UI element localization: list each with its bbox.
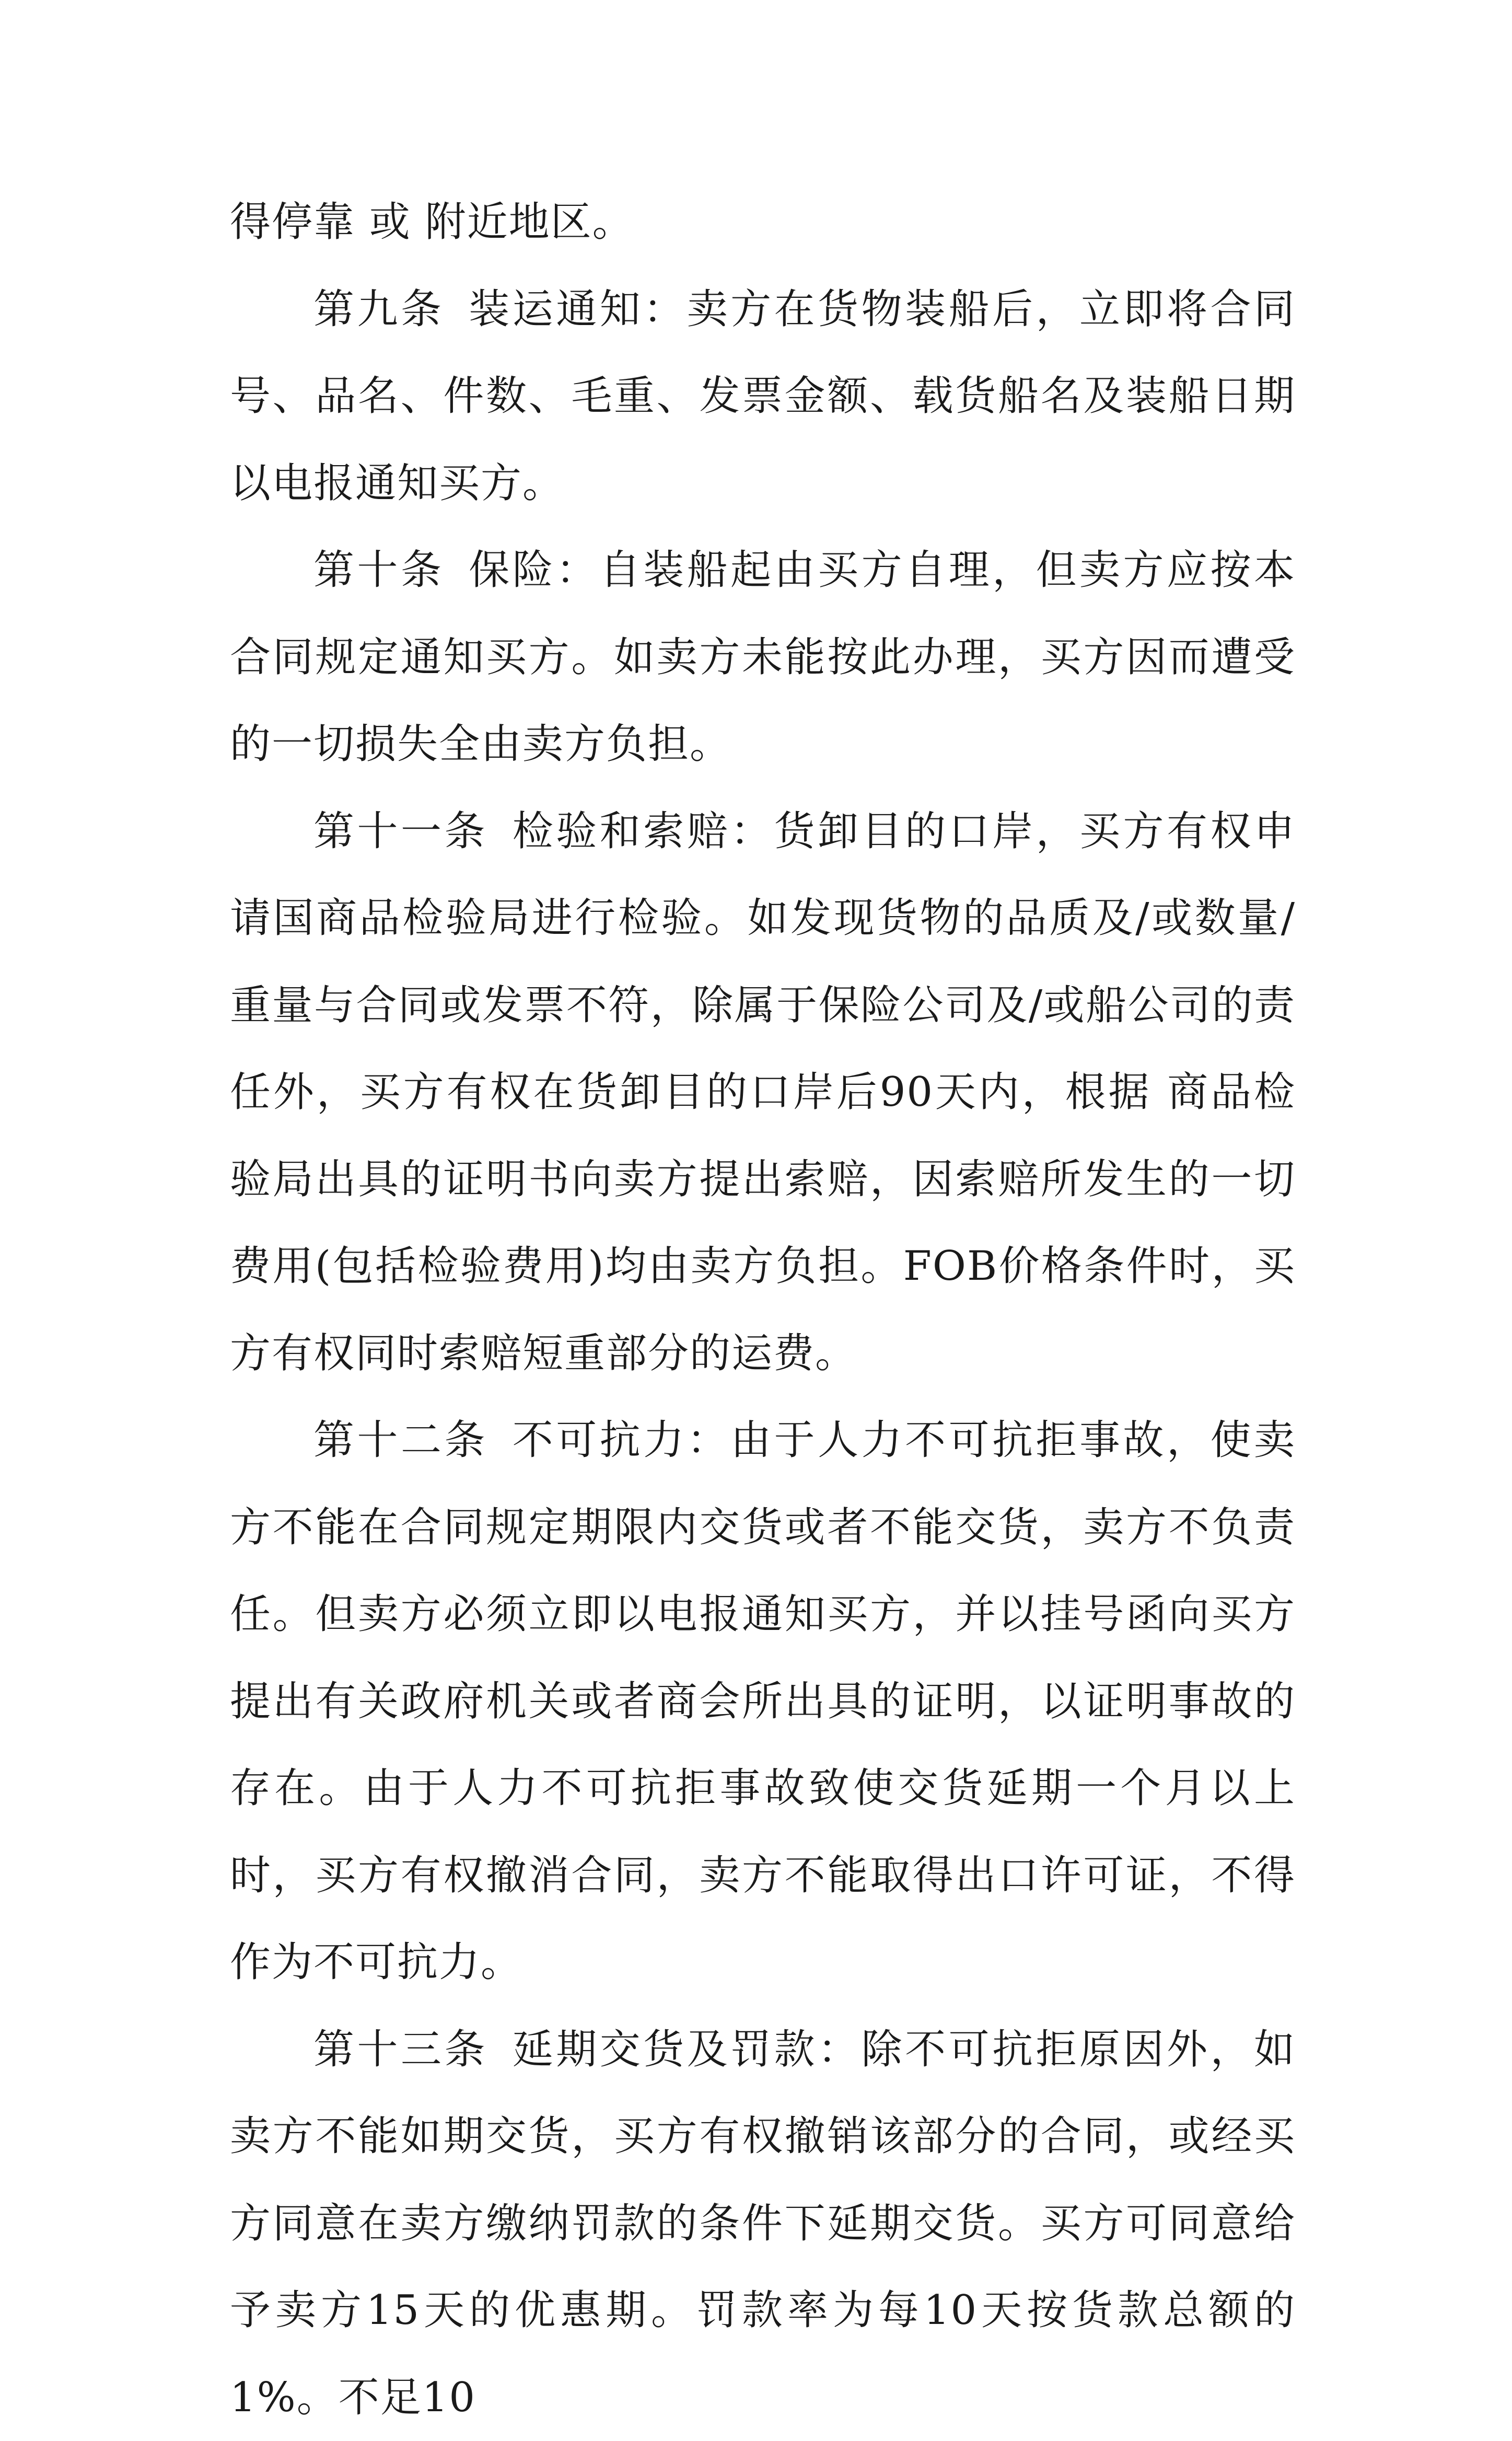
clause-heading: 第十一条	[313, 808, 488, 855]
clause-text: 保险：自装船起由买方自理，但卖方应按本合同规定通知买方。如卖方未能按此办理，买方因而遭受的一切损失全由卖方负担。	[230, 547, 1296, 768]
paragraph-text: 得停靠 或 附近地区。	[230, 199, 634, 246]
clause-12-force-majeure	[230, 1397, 1296, 2006]
clause-text: 检验和索赔：货卸目的口岸，买方有权申请国商品检验局进行检验。如发现货物的品质及/或数量/重量与合同或发票不符，除属于保险公司及/或船公司的责任外，买方有权在货卸目的口岸后90天内，根据 商品检验局出具的证明书向卖方提出索赔，因索赔所发生的一切费用(包括检验费用)均由卖方负担。FOB价格条件时，买方有权同时索赔短重部分的运费。	[230, 808, 1296, 1377]
clause-heading: 第十三条	[313, 2026, 488, 2073]
clause-text: 装运通知：卖方在货物装船后，立即将合同号、品名、件数、毛重、发票金额、载货船名及装船日期以电报通知买方。	[230, 286, 1296, 507]
paragraph-continuation	[230, 179, 1296, 266]
clause-13-late-delivery-penalty	[230, 2006, 1296, 2441]
clause-text: 不可抗力：由于人力不可抗拒事故，使卖方不能在合同规定期限内交货或者不能交货，卖方不负责任。但卖方必须立即以电报通知买方，并以挂号函向买方提出有关政府机关或者商会所出具的证明，以证明事故的存在。由于人力不可抗拒事故致使交货延期一个月以上时，买方有权撤消合同，卖方不能取得出口许可证，不得作为不可抗力。	[230, 1417, 1296, 1986]
clause-11-inspection-claims	[230, 788, 1296, 1397]
contract-body	[230, 179, 1296, 2441]
clause-9-shipping-notice	[230, 266, 1296, 527]
clause-heading: 第十二条	[313, 1417, 488, 1464]
clause-10-insurance	[230, 527, 1296, 788]
clause-heading: 第十条	[313, 547, 444, 594]
clause-text: 延期交货及罚款：除不可抗拒原因外，如卖方不能如期交货，买方有权撤销该部分的合同，或经买方同意在卖方缴纳罚款的条件下延期交货。买方可同意给予卖方15天的优惠期。罚款率为每10天按货款总额的1%。不足10	[230, 2026, 1296, 2421]
clause-heading: 第九条	[313, 286, 444, 333]
